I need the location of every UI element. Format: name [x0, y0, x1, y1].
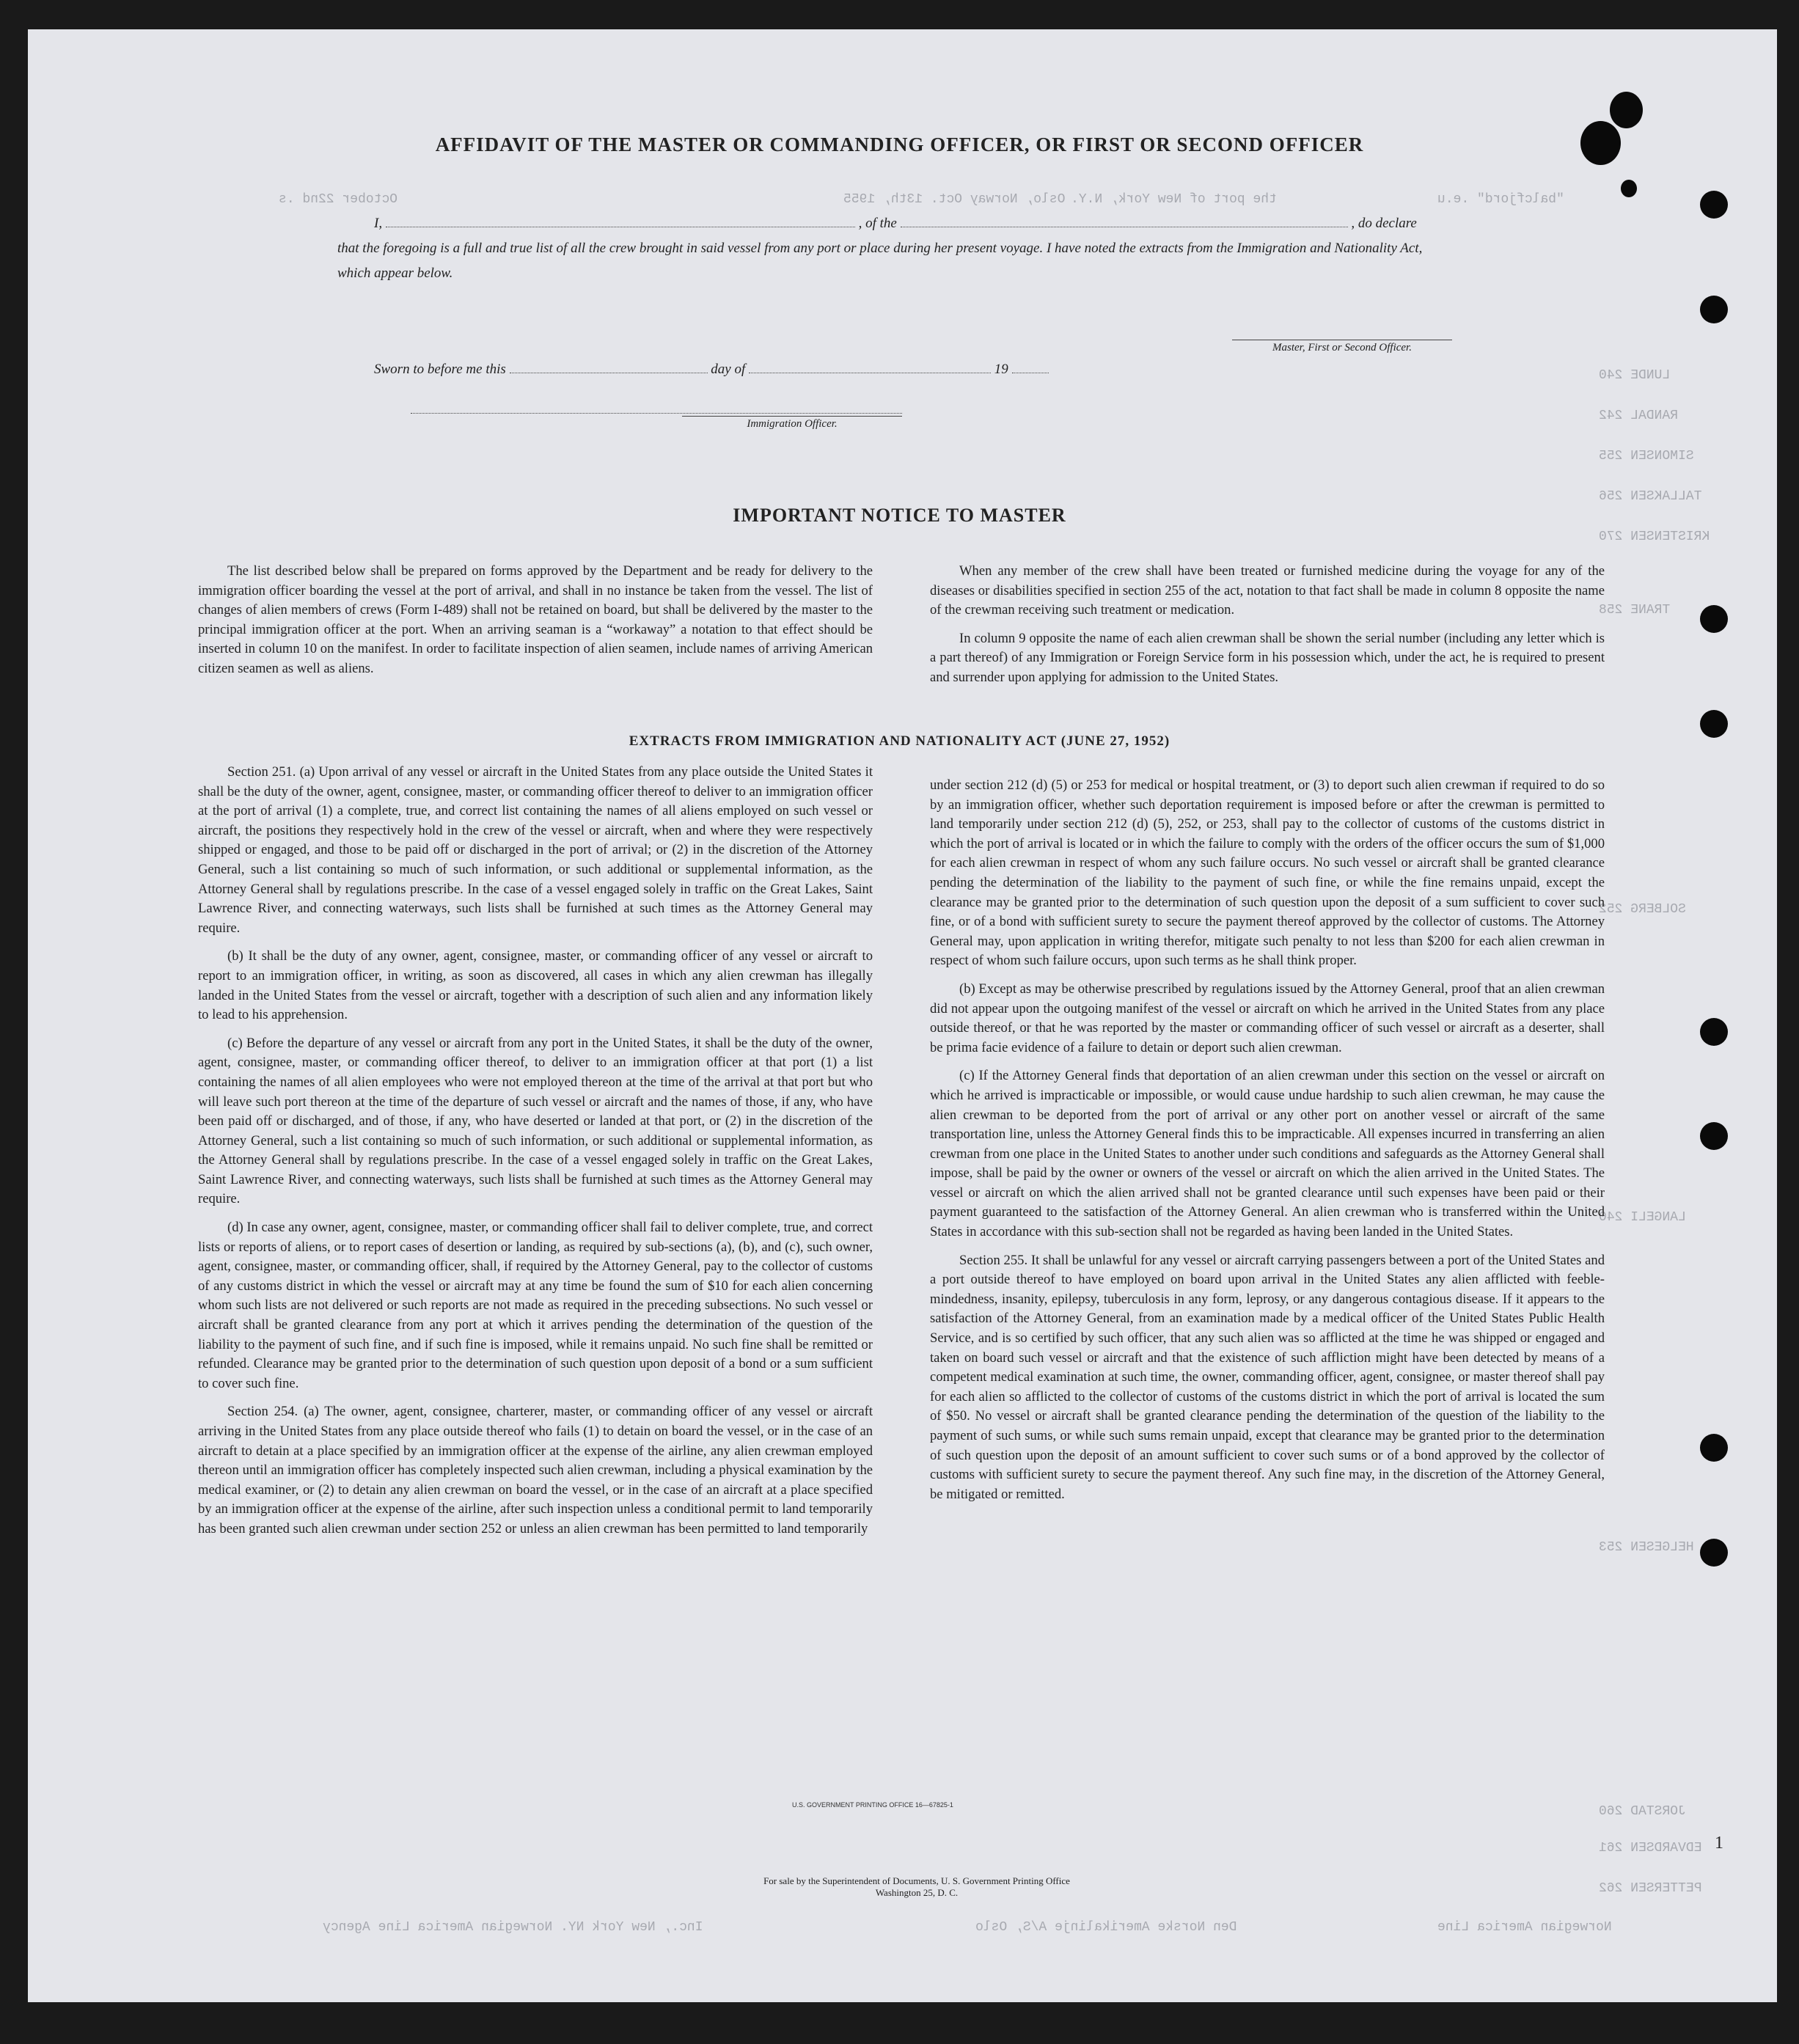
extracts-right-column: [930, 776, 1605, 1504]
punch-hole: [1700, 1122, 1728, 1150]
sworn-year-field[interactable]: [1012, 359, 1049, 373]
section-251-b: (b) It shall be the duty of any owner, agent, consignee, master, or commanding officer of any vessel or aircraft to report to an immigration officer, in writing, as soon as discovered, all cases in which any alien crewman has illegally landed in the United States from the vessel or aircraft, together with a description of such alien and any information likely to lead to his apprehension.: [198, 948, 873, 1023]
of-the-label: , of the: [858, 216, 897, 231]
punch-hole: [1700, 191, 1728, 219]
sworn-month-field[interactable]: [749, 359, 991, 373]
notice-paragraph: The list described below shall be prepared on forms approved by the Department and be ready for delivery to the immigration officer boarding the vessel at the port of arrival, and shall in no instance be taken from the vessel. The list of changes of alien members of crews (Form I-489) shall not be retained on board, but shall be delivered by the master to the principal immigration officer at the port. When an arriving seaman is a “workaway” a notation to that effect should be inserted in column 10 on the manifest. In order to facilitate inspection of alien seamen, include names of arriving American citizen seamen as well as aliens.: [198, 563, 873, 676]
section-254-a-continued: under section 212 (d) (5) or 253 for medical or hospital treatment, or (3) to deport such alien crewman if required to do so by an immigration officer, whether such deportation requirement is imposed before or after the crewman is permitted to land temporarily under section 212 (d) (5), 252, or 253, shall pay to the collector of customs of the customs district in which the port of arrival is located or in which the failure to comply with the orders of the officer occurs the sum of $1,000 for each alien crewman in respect of whom any such failure occurs. No such vessel or aircraft shall be granted clearance pending the determination of the liability to the payment of such fine, or while the fine remains unpaid, except the clearance may be granted prior to the determination of such question upon the deposit of a sum sufficient to cover such fine, or of a bond with sufficient surety to secure the payment thereof approved by the collector of customs. The Attorney General may, upon application in writing therefor, mitigate such penalty to not less than $200 for each alien crewman in respect of whom such failure occurs, upon such terms as he shall think proper.: [930, 777, 1605, 969]
section-251-d: (d) In case any owner, agent, consignee, master, or commanding officer shall fail to deliver complete, true, and correct lists or reports of aliens, or to report cases of desertion or landing, as required by sub-sections (a), (b), and (c), such owner, agent, consignee, master, or commanding officer, shall, if required by the Attorney General, pay to the collector of customs of any customs district in which the vessel or aircraft may at any time be found the sum of $10 for each alien concerning whom such lists are not delivered or such reports are not made as required in the preceding subsections. No such vessel or aircraft shall be granted clearance from any port at which it arrives pending the determination of the question of the liability to the payment of such fine, and if such fine is imposed, while it remains unpaid. No such fine shall be remitted or refunded. Clearance may be granted prior to the determination of such question upon deposit of a bond or a sum sufficient to cover such fine.: [198, 1220, 873, 1391]
master-signature-line[interactable]: Master, First or Second Officer.: [1232, 340, 1452, 354]
extracts-heading: EXTRACTS FROM IMMIGRATION AND NATIONALITY ACT (JUNE 27, 1952): [629, 733, 1170, 749]
sale-notice: [660, 1875, 1173, 1899]
sale-line: Washington 25, D. C.: [875, 1887, 959, 1898]
section-254-b: (b) Except as may be otherwise prescribed by regulations issued by the Attorney General, proof that an alien crewman did not appear upon the outgoing manifest of the vessel or aircraft on which he arrived in the United States from any place outside thereof, or that he was reported by the master or commanding officer of such vessel or aircraft as a deserter, shall be prima facie evidence of a failure to detain or deport such alien crewman.: [930, 981, 1605, 1055]
notice-paragraph: When any member of the crew shall have been treated or furnished medicine during the voyage for any of the diseases or disabilities specified in section 255 of the act, notation to that fact shall be made in column 8 opposite the name of the crewman receiving such treatment or medication.: [930, 563, 1605, 618]
section-254-a: Section 254. (a) The owner, agent, consignee, charterer, master, or commanding officer of any vessel or aircraft arriving in the United States from any place outside thereof who fails (1) to detain on board the vessel, or in the case of an aircraft to detain at a place specified by an immigration officer at the expense of the airline, any alien crewman employed thereon until an immigration officer has completely inspected such alien crewman, including a physical examination by the medical examiner, or (2) to detain any alien crewman on board the vessel, or in the case of an aircraft at a place specified by an immigration officer at the expense of the airline, after such inspection unless a conditional permit to land temporarily has been granted such alien crewman under section 252 or unless an alien crewman has been permitted to land temporarily: [198, 1404, 873, 1536]
i-label: I,: [374, 216, 383, 231]
declaration-statement: that the foregoing is a full and true list of all the crew brought in said vessel from any port or place during her present voyage. I have noted the extracts from the Immigration and Nationality Act, which appear below.: [337, 241, 1423, 281]
punch-hole: [1700, 1539, 1728, 1567]
sale-line: For sale by the Superintendent of Documents, U. S. Government Printing Office: [763, 1875, 1070, 1886]
name-field[interactable]: [386, 213, 855, 227]
printer-imprint: U.S. GOVERNMENT PRINTING OFFICE 16—67825-1: [792, 1801, 953, 1809]
immigration-officer-caption: Immigration Officer.: [682, 416, 902, 431]
year-label: 19: [994, 362, 1008, 377]
punch-hole: [1700, 1018, 1728, 1046]
punch-hole: [1700, 296, 1728, 323]
section-251-a: Section 251. (a) Upon arrival of any vessel or aircraft in the United States from any place outside the United States it shall be the duty of the owner, agent, consignee, master, or commanding officer thereof to deliver to an immigration officer at the port of arrival (1) a complete, true, and correct list containing the names of all aliens employed on such vessel or aircraft, the positions they respectively hold in the crew of the vessel or aircraft, when and where they were respectively shipped or engaged, and those to be paid off or discharged in the port of arrival; or (2) in the discretion of the Attorney General, such a list containing so much of such information, or such additional or supplemental information, as the Attorney General shall by regulations prescribe. In the case of a vessel engaged solely in traffic on the Great Lakes, Saint Lawrence River, and connecting waterways, such lists shall be furnished at such times as the Attorney General may require.: [198, 764, 873, 936]
notice-paragraph: In column 9 opposite the name of each alien crewman shall be shown the serial number (including any letter which is a part thereof) of any Immigration or Foreign Service form in his possession which, under the act, he is required to present and surrender upon applying for admission to the United States.: [930, 630, 1605, 685]
section-254-c: (c) If the Attorney General finds that deportation of an alien crewman under this section on the vessel or aircraft on which he arrived is impracticable or impossible, or would cause undue hardship to such alien crewman, he may cause the alien crewman to be deported from the port of arrival or any other port on another vessel or aircraft of the same transportation line, unless the Attorney General finds this to be impracticable. All expenses incurred in transferring an alien crewman from one place in the United States to another under such conditions and safeguards as the Attorney General shall impose, shall be paid by the owner or owners of the vessel or aircraft on which the alien arrived in the United States. The vessel or aircraft on which the alien arrived shall not be granted clearance until such expenses have been paid or their payment guaranteed to the satisfaction of the Attorney General. An alien crewman who is transferred within the United States in accordance with this sub-section shall not be regarded as having been landed in the United States.: [930, 1068, 1605, 1240]
declare-label: , do declare: [1351, 216, 1417, 231]
officer-signature-field[interactable]: [411, 400, 902, 414]
vessel-field[interactable]: [901, 213, 1348, 227]
notice-right-column: [930, 562, 1605, 688]
sworn-label: Sworn to before me this: [374, 362, 506, 377]
extracts-left-column: [198, 763, 873, 1539]
notice-left-column: [198, 562, 873, 679]
section-255: Section 255. It shall be unlawful for any vessel or aircraft carrying passengers between a port of the United States and a port outside thereof to have employed on board upon arrival in the United States any alien afflicted with feeble-mindedness, insanity, epilepsy, tuberculosis in any form, leprosy, or any dangerous contagious disease. If it appears to the satisfaction of the Attorney General, from an examination made by a medical officer of the United States Public Health Service, and is so certified by such officer, that any such alien was so afflicted at the time he was shipped or engaged and taken on board such vessel or aircraft and that the existence of such affliction might have been detected by means of a competent medical examination at such time, the owner, commanding officer, agent, consignee, or master thereof shall pay for each alien so afflicted to the collector of customs of the customs district in which the port of arrival is located the sum of $50. No vessel or aircraft shall be granted clearance pending the determination of the question of the liability to the payment of such sums, or while such sums remain unpaid, except that clearance may be granted prior to the determination of such question upon the deposit of an amount sufficient to cover such sums or of a bond approved by the collector of customs with sufficient surety to secure the payment thereof. Any such fine may, in the discretion of the Attorney General, be mitigated or remitted.: [930, 1252, 1605, 1502]
page-number: 1: [1715, 1834, 1723, 1853]
notice-heading: IMPORTANT NOTICE TO MASTER: [733, 505, 1066, 526]
declaration-block: [337, 211, 1452, 286]
sworn-line: [374, 359, 1181, 378]
day-of-label: day of: [711, 362, 746, 377]
sworn-day-field[interactable]: [510, 359, 708, 373]
punch-hole: [1700, 1434, 1728, 1462]
section-251-c: (c) Before the departure of any vessel or aircraft from any port in the United States, it shall be the duty of the owner, agent, consignee, master, or commanding officer thereof, to deliver to an immigration officer at that port (1) a list containing the names of all alien employees who were not employed thereon at the time of the arrival at that port but who will leave such port thereon at the time of the departure of such vessel or aircraft and the names of those, if any, who have been paid off or discharged, and of those, if any, who have deserted or landed at that port, or (2) in the discretion of the Attorney General, such a list containing so much of such information, or such additional or supplemental information, as the Attorney General shall by regulations prescribe. In the case of a vessel engaged solely in traffic on the Great Lakes, Saint Lawrence River, and connecting waterways, such lists shall be furnished at such times as the Attorney General may require.: [198, 1035, 873, 1207]
declaration-line: [374, 211, 1452, 236]
affidavit-title: AFFIDAVIT OF THE MASTER OR COMMANDING OFFICER, OR FIRST OR SECOND OFFICER: [435, 133, 1364, 155]
punch-hole: [1700, 605, 1728, 633]
